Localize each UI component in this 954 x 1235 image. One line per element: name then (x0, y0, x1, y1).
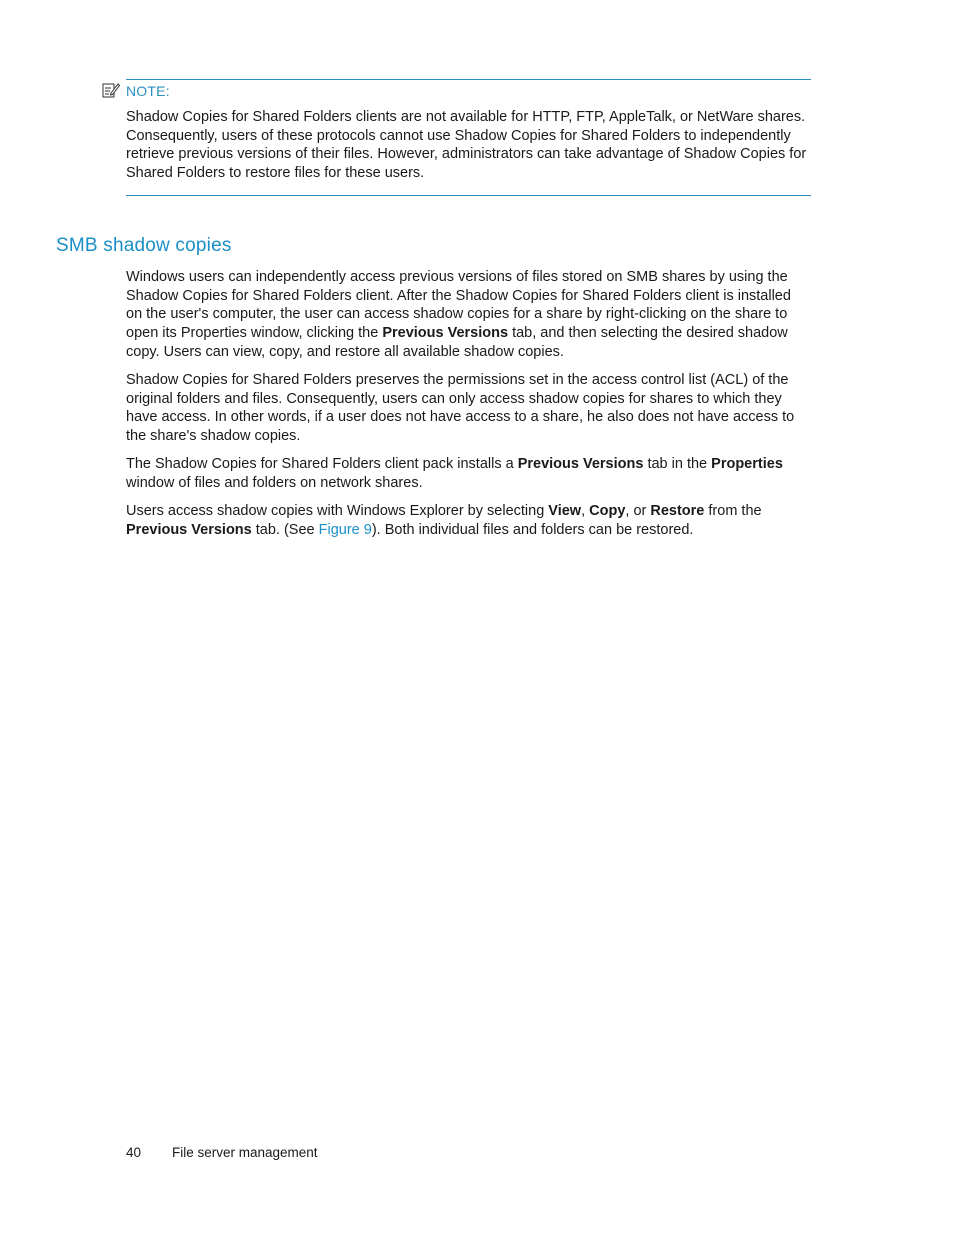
section-title: SMB shadow copies (56, 235, 232, 256)
figure-9-link[interactable]: Figure 9 (318, 521, 372, 538)
paragraph-3: The Shadow Copies for Shared Folders client pack installs a Previous Versions tab in the Properties window of files and folders on network shares. (126, 456, 783, 492)
section-body (126, 268, 806, 549)
note-header (102, 80, 811, 104)
paragraph-1: Windows users can independently access previous versions of files stored on SMB shares by using the Shadow Copies for Shared Folders client. After the Shadow Copies for Shared Folders client is installed on the user's computer, the user can access shadow copies for a share by right-clicking on the share to open its Properties window, clicking the Previous Versions tab, and then selecting the desired shadow copy. Users can view, copy, and restore all available shadow copies. (126, 269, 791, 360)
page-footer (126, 1145, 318, 1160)
note-text: Shadow Copies for Shared Folders clients are not available for HTTP, FTP, AppleTalk, or NetWare shares. Consequently, users of these protocols cannot use Shadow Copies for Shared Folders to independently retrieve previous versions of their files. However, administrators can take advantage of Shadow Copies for Shared Folders to restore files for these users. (126, 109, 807, 182)
footer-section-name: File server management (172, 1145, 318, 1160)
note-box (102, 79, 811, 196)
ui-term-copy: Copy (589, 503, 626, 520)
paragraph-2: Shadow Copies for Shared Folders preserves the permissions set in the access control list (ACL) of the original folders and files. Consequently, users can only access shadow copies for shares to which they have access. In other words, if a user does not have access to a share, he also does not have access to the share's shadow copies. (126, 372, 795, 445)
paragraph-4: Users access shadow copies with Windows Explorer by selecting View, Copy, or Restore from the Previous Versions tab. (See Figure 9). Both individual files and folders can be restored. (126, 503, 762, 538)
ui-term-properties: Properties (711, 456, 783, 473)
ui-term-restore: Restore (650, 503, 705, 520)
ui-term-previous-versions: Previous Versions (126, 521, 252, 538)
ui-term-view: View (548, 503, 582, 520)
ui-term-previous-versions: Previous Versions (517, 456, 644, 473)
page-number: 40 (126, 1145, 142, 1160)
note-label: NOTE: (126, 83, 170, 99)
ui-term-previous-versions: Previous Versions (382, 325, 509, 342)
note-pencil-icon (102, 82, 120, 99)
note-bottom-rule (126, 195, 811, 196)
